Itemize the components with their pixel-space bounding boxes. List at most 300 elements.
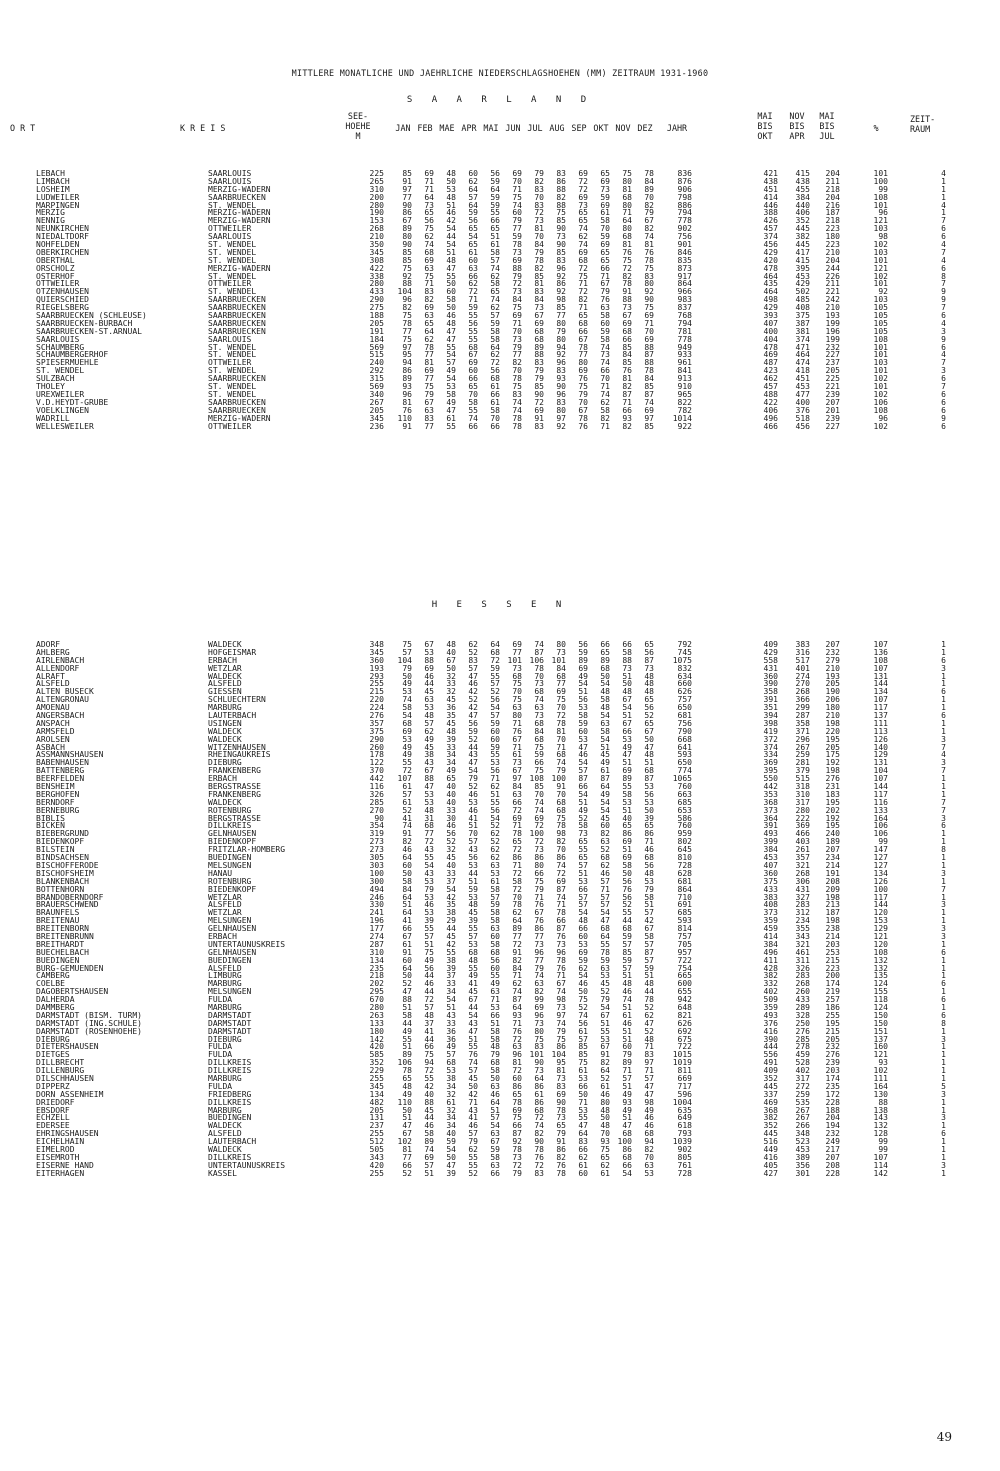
month-value: 73 (556, 1113, 566, 1123)
kreis-name: ST. WENDEL (208, 382, 257, 392)
month-value: 58 (490, 405, 500, 415)
month-value: 73 (534, 216, 544, 226)
month-value: 71 (512, 821, 522, 831)
table-row (0, 917, 1000, 925)
season-total: 228 (825, 1168, 840, 1178)
season-total: 351 (763, 703, 778, 713)
year-total: 618 (677, 1121, 692, 1131)
table-row (0, 336, 1000, 344)
month-value: 58 (578, 711, 588, 721)
station-name: MARPINGEN (36, 200, 80, 210)
month-value: 46 (622, 1018, 632, 1028)
percent-value: 155 (873, 987, 888, 997)
month-value: 75 (534, 766, 544, 776)
zeitraum-code: 4 (941, 169, 946, 178)
month-value: 34 (446, 1113, 456, 1123)
season-total: 384 (763, 845, 778, 855)
year-total: 902 (677, 224, 692, 234)
percent-value: 99 (878, 184, 888, 194)
kreis-name: DILLKREIS (208, 1066, 252, 1076)
month-value: 53 (424, 908, 434, 918)
month-value: 73 (622, 663, 632, 673)
percent-value: 131 (873, 671, 888, 681)
month-value: 82 (512, 358, 522, 368)
table-row (0, 854, 1000, 862)
month-value: 79 (534, 247, 544, 257)
percent-value: 107 (873, 695, 888, 705)
month-value: 55 (578, 845, 588, 855)
month-value: 65 (512, 1089, 522, 1099)
season-total: 395 (795, 263, 810, 273)
month-value: 32 (446, 671, 456, 681)
month-value: 69 (644, 311, 654, 321)
month-value: 58 (622, 789, 632, 799)
elevation: 280 (369, 1002, 384, 1012)
month-value: 91 (556, 1137, 566, 1147)
month-value: 70 (556, 845, 566, 855)
season-total: 198 (825, 892, 840, 902)
month-value: 64 (512, 1002, 522, 1012)
month-value: 83 (556, 1081, 566, 1091)
month-value: 51 (402, 900, 412, 910)
month-value: 78 (578, 342, 588, 352)
month-value: 74 (512, 200, 522, 210)
month-value: 66 (622, 726, 632, 736)
month-value: 82 (534, 987, 544, 997)
month-value: 92 (512, 1137, 522, 1147)
percent-value: 117 (873, 892, 888, 902)
elevation: 116 (369, 782, 384, 792)
season-total: 515 (795, 774, 810, 784)
month-value: 37 (446, 876, 456, 886)
season-total: 395 (763, 766, 778, 776)
month-value: 52 (644, 711, 654, 721)
season-total: 296 (795, 734, 810, 744)
month-value: 77 (512, 931, 522, 941)
season-total: 403 (795, 837, 810, 847)
month-value: 83 (556, 255, 566, 265)
month-value: 94 (644, 1137, 654, 1147)
month-value: 73 (512, 1152, 522, 1162)
month-value: 29 (446, 916, 456, 926)
month-value: 59 (468, 726, 478, 736)
season-total: 259 (795, 750, 810, 760)
month-value: 52 (402, 979, 412, 989)
month-value: 110 (397, 413, 412, 423)
month-value: 65 (600, 247, 610, 257)
month-value: 91 (512, 947, 522, 957)
percent-value: 106 (873, 829, 888, 839)
month-value: 58 (490, 1026, 500, 1036)
month-value: 44 (424, 971, 434, 981)
month-value: 51 (424, 1168, 434, 1178)
station-name: BEERFELDEN (36, 774, 85, 784)
zeitraum-code: 5 (941, 1081, 946, 1091)
year-total: 961 (677, 358, 692, 368)
month-value: 69 (512, 640, 522, 649)
elevation: 308 (369, 255, 384, 265)
month-value: 84 (622, 350, 632, 360)
column-header (0, 112, 1000, 152)
month-value: 48 (446, 192, 456, 202)
season-total: 206 (825, 695, 840, 705)
zeitraum-code: 3 (941, 758, 946, 768)
season-total: 175 (825, 750, 840, 760)
month-value: 66 (578, 782, 588, 792)
season-total: 435 (763, 279, 778, 289)
month-value: 82 (534, 263, 544, 273)
zeitraum-code: 6 (941, 397, 946, 407)
month-value: 61 (512, 750, 522, 760)
station-name: NENNIG (36, 216, 65, 226)
kreis-name: LIMBURG (208, 971, 242, 981)
month-value: 47 (644, 1089, 654, 1099)
month-value: 56 (468, 318, 478, 328)
season-total: 259 (795, 1089, 810, 1099)
month-value: 97 (402, 342, 412, 352)
percent-value: 126 (873, 734, 888, 744)
year-total: 1019 (672, 1058, 692, 1068)
zeitraum-code: 7 (941, 358, 946, 368)
month-value: 85 (534, 382, 544, 392)
month-value: 34 (446, 987, 456, 997)
kreis-name: DIEBURG (208, 1034, 242, 1044)
month-value: 33 (446, 805, 456, 815)
percent-value: 105 (873, 326, 888, 336)
month-value: 45 (446, 931, 456, 941)
month-value: 71 (512, 718, 522, 728)
month-value: 67 (446, 655, 456, 665)
season-total: 318 (795, 782, 810, 792)
month-value: 87 (644, 389, 654, 399)
zeitraum-code: 6 (941, 1010, 946, 1020)
season-total: 223 (825, 963, 840, 973)
station-name: BATTENBERG (36, 766, 85, 776)
percent-value: 160 (873, 1042, 888, 1052)
month-value: 85 (644, 382, 654, 392)
month-value: 65 (644, 821, 654, 831)
month-value: 54 (600, 797, 610, 807)
month-value: 93 (622, 1097, 632, 1107)
station-name: BICKEN (36, 821, 65, 831)
table-row (0, 751, 1000, 759)
month-value: 69 (578, 192, 588, 202)
kreis-name: SAARBRUECKEN (208, 192, 266, 202)
month-value: 55 (490, 671, 500, 681)
month-value: 70 (468, 389, 478, 399)
season-total: 198 (825, 718, 840, 728)
zeitraum-code: 1 (941, 916, 946, 926)
season-total: 428 (763, 963, 778, 973)
month-value: 61 (490, 382, 500, 392)
percent-value: 132 (873, 955, 888, 965)
header-zeitraum-1: ZEIT- (910, 114, 936, 124)
month-value: 84 (556, 663, 566, 673)
table-row (0, 846, 1000, 854)
season-total: 289 (795, 1002, 810, 1012)
month-value: 49 (468, 971, 478, 981)
season-total: 198 (825, 766, 840, 776)
month-value: 56 (644, 789, 654, 799)
month-value: 51 (622, 1113, 632, 1123)
month-value: 42 (446, 939, 456, 949)
season-total: 352 (763, 1073, 778, 1083)
season-total: 352 (795, 216, 810, 226)
season-total: 189 (825, 837, 840, 847)
elevation: 350 (369, 240, 384, 250)
month-value: 75 (402, 334, 412, 344)
season-total: 174 (825, 979, 840, 989)
elevation: 273 (369, 845, 384, 855)
month-value: 80 (512, 711, 522, 721)
month-value: 90 (534, 1137, 544, 1147)
month-value: 77 (424, 374, 434, 384)
month-value: 58 (644, 931, 654, 941)
year-total: 685 (677, 797, 692, 807)
month-value: 75 (424, 224, 434, 234)
month-value: 40 (446, 647, 456, 657)
elevation: 345 (369, 413, 384, 423)
month-value: 62 (600, 397, 610, 407)
month-value: 45 (446, 695, 456, 705)
month-value: 62 (490, 782, 500, 792)
kreis-name: OTTWEILER (208, 358, 252, 368)
month-value: 71 (468, 295, 478, 305)
season-total: 279 (825, 655, 840, 665)
month-value: 49 (446, 366, 456, 376)
month-value: 55 (446, 421, 456, 431)
season-total: 416 (763, 1026, 778, 1036)
station-name: OSTERHOF (36, 271, 75, 281)
month-value: 40 (446, 797, 456, 807)
station-name: OBERKIRCHEN (36, 247, 89, 257)
season-total: 327 (795, 892, 810, 902)
month-value: 67 (424, 397, 434, 407)
season-total: 431 (795, 884, 810, 894)
month-value: 68 (622, 1152, 632, 1162)
zeitraum-code: 1 (941, 789, 946, 799)
year-total: 821 (677, 1010, 692, 1020)
season-total: 348 (795, 1129, 810, 1139)
month-value: 76 (512, 726, 522, 736)
month-value: 46 (446, 821, 456, 831)
kreis-name: SAARBRUECKEN (208, 295, 266, 305)
elevation: 273 (369, 837, 384, 847)
season-total: 268 (795, 979, 810, 989)
season-total: 415 (795, 169, 810, 178)
month-value: 54 (578, 758, 588, 768)
table-row (0, 280, 1000, 288)
month-value: 75 (556, 1034, 566, 1044)
month-value: 56 (446, 829, 456, 839)
month-value: 60 (490, 726, 500, 736)
month-value: 71 (600, 271, 610, 281)
month-value: 32 (446, 1089, 456, 1099)
table-row (0, 233, 1000, 241)
month-value: 81 (644, 240, 654, 250)
elevation: 352 (369, 1058, 384, 1068)
season-total: 496 (763, 947, 778, 957)
month-value: 58 (600, 334, 610, 344)
season-total: 431 (763, 663, 778, 673)
zeitraum-code: 1 (941, 908, 946, 918)
month-value: 46 (490, 1089, 500, 1099)
month-value: 83 (534, 358, 544, 368)
month-value: 75 (402, 640, 412, 649)
header-month-jul: JUL (527, 123, 543, 133)
month-value: 49 (402, 750, 412, 760)
season-total: 208 (825, 876, 840, 886)
month-value: 48 (644, 868, 654, 878)
table-row (0, 791, 1000, 799)
month-value: 61 (468, 247, 478, 257)
month-value: 75 (512, 192, 522, 202)
month-value: 58 (600, 216, 610, 226)
month-value: 81 (424, 358, 434, 368)
table-row (0, 312, 1000, 320)
station-name: SULZBACH (36, 374, 75, 384)
month-value: 86 (534, 924, 544, 934)
season-total: 239 (825, 389, 840, 399)
month-value: 70 (578, 397, 588, 407)
month-value: 96 (402, 295, 412, 305)
month-value: 74 (468, 413, 478, 423)
station-name: DAMMBERG (36, 1002, 75, 1012)
station-name: SCHAUMBERG (36, 342, 85, 352)
month-value: 79 (402, 663, 412, 673)
station-name: BRANDOBERNDORF (36, 892, 104, 902)
zeitraum-code: 7 (941, 742, 946, 752)
month-value: 102 (397, 1137, 412, 1147)
month-value: 76 (578, 421, 588, 431)
year-total: 798 (677, 192, 692, 202)
month-value: 62 (600, 1160, 610, 1170)
month-value: 88 (644, 358, 654, 368)
month-value: 59 (490, 900, 500, 910)
zeitraum-code: 3 (941, 813, 946, 823)
month-value: 55 (424, 924, 434, 934)
month-value: 75 (622, 255, 632, 265)
month-value: 91 (622, 287, 632, 297)
month-value: 68 (600, 663, 610, 673)
table-row (0, 1107, 1000, 1115)
month-value: 66 (490, 389, 500, 399)
month-value: 56 (578, 695, 588, 705)
month-value: 73 (512, 287, 522, 297)
station-name: AROLSEN (36, 734, 70, 744)
station-name: BISCHOFSHEIM (36, 868, 94, 878)
month-value: 51 (490, 232, 500, 242)
month-value: 40 (446, 782, 456, 792)
month-value: 53 (424, 789, 434, 799)
header-season-0-1: BIS (757, 121, 773, 131)
table-row (0, 657, 1000, 665)
season-total: 205 (825, 366, 840, 376)
month-value: 71 (644, 318, 654, 328)
station-name: SAARBRUECKEN (SCHLEUSE) (36, 311, 147, 321)
month-value: 57 (468, 931, 478, 941)
station-name: SCHAUMBERGERHOF (36, 350, 109, 360)
month-value: 63 (468, 263, 478, 273)
month-value: 58 (402, 703, 412, 713)
month-value: 86 (622, 829, 632, 839)
month-value: 82 (644, 224, 654, 234)
month-value: 56 (578, 1018, 588, 1028)
month-value: 51 (622, 671, 632, 681)
station-name: OBERTHAL (36, 255, 75, 265)
station-name: DILSCHHAUSEN (36, 1073, 94, 1083)
month-value: 49 (600, 789, 610, 799)
station-name: CAMBERG (36, 971, 70, 981)
month-value: 75 (424, 382, 434, 392)
month-value: 97 (644, 1058, 654, 1068)
elevation: 300 (369, 876, 384, 886)
table-row (0, 1075, 1000, 1083)
month-value: 51 (578, 797, 588, 807)
month-value: 74 (556, 892, 566, 902)
month-value: 50 (402, 868, 412, 878)
table-row (0, 767, 1000, 775)
month-value: 52 (402, 805, 412, 815)
month-value: 92 (556, 287, 566, 297)
month-value: 55 (578, 1113, 588, 1123)
month-value: 92 (556, 421, 566, 431)
month-value: 59 (578, 718, 588, 728)
month-value: 76 (600, 295, 610, 305)
month-value: 82 (402, 303, 412, 313)
year-total: 966 (677, 287, 692, 297)
month-value: 50 (402, 671, 412, 681)
month-value: 57 (468, 1129, 478, 1139)
month-value: 83 (556, 169, 566, 178)
elevation: 200 (369, 192, 384, 202)
season-total: 337 (763, 1089, 778, 1099)
station-name: EHRINGSHAUSEN (36, 1129, 99, 1139)
month-value: 74 (468, 1058, 478, 1068)
month-value: 82 (556, 837, 566, 847)
month-value: 67 (402, 931, 412, 941)
month-value: 75 (512, 679, 522, 689)
month-value: 60 (402, 860, 412, 870)
month-value: 44 (622, 916, 632, 926)
month-value: 54 (600, 711, 610, 721)
month-value: 40 (446, 789, 456, 799)
month-value: 66 (622, 405, 632, 415)
month-value: 67 (644, 924, 654, 934)
season-total: 234 (825, 853, 840, 863)
zeitraum-code: 3 (941, 663, 946, 673)
month-value: 61 (622, 1010, 632, 1020)
month-value: 67 (622, 695, 632, 705)
month-value: 55 (468, 963, 478, 973)
elevation: 202 (369, 979, 384, 989)
month-value: 90 (534, 389, 544, 399)
month-value: 65 (512, 837, 522, 847)
month-value: 60 (490, 931, 500, 941)
month-value: 47 (446, 263, 456, 273)
month-value: 65 (556, 1121, 566, 1131)
month-value: 65 (490, 224, 500, 234)
year-total: 841 (677, 366, 692, 376)
month-value: 60 (446, 287, 456, 297)
month-value: 68 (490, 647, 500, 657)
month-value: 54 (600, 734, 610, 744)
percent-value: 113 (873, 726, 888, 736)
header-season-0-2: OKT (757, 131, 773, 141)
kreis-name: FULDA (208, 1042, 233, 1052)
month-value: 38 (446, 955, 456, 965)
month-value: 89 (402, 374, 412, 384)
